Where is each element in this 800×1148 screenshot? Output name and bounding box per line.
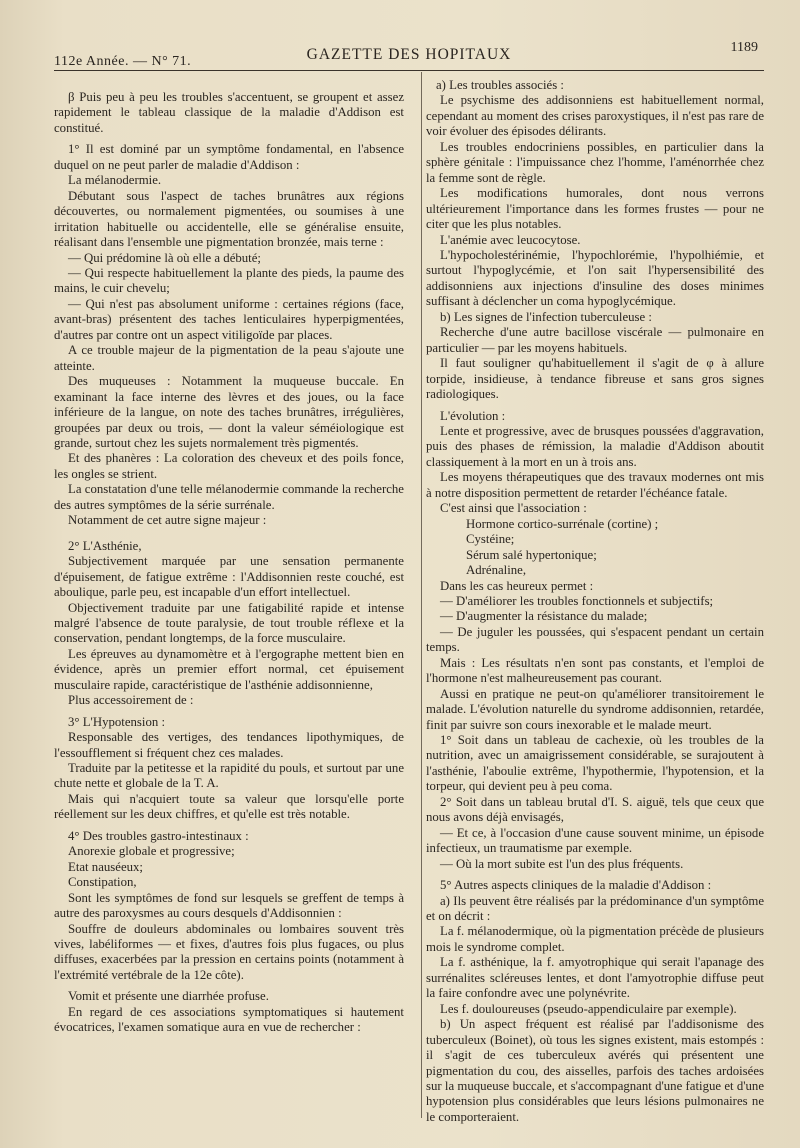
paragraph: Objectivement traduite par une fatigabilité rapide et intense malgré l'absence de toute paralysie, de tout trouble réflexe et la conservation, pendant longtemps, de la force musculaire. (54, 600, 404, 646)
paragraph: Mais : Les résultats n'en sont pas constants, et l'emploi de l'hormone n'est malheureusement pas courant. (426, 655, 764, 686)
list-item: Cystéine; (466, 532, 515, 547)
paragraph: Subjectivement marquée par une sensation permanente d'épuisement, de fatigue extrême : l'Addisonnien reste couché, est aboulique, parle peu, est incapable d'un effort intellectuel. (54, 554, 404, 600)
paragraph: Recherche d'une autre bacillose viscérale — pulmonaire en particulier — par les moyens habituels. (426, 325, 764, 355)
journal-title: GAZETTE DES HOPITAUX (306, 46, 512, 63)
paragraph: Les modifications humorales, dont nous verrons ultérieurement l'importance dans les formes frustes — pour ne citer que les plus notables. (426, 186, 764, 232)
paragraph: Notamment de cet autre signe majeur : (68, 513, 267, 528)
paragraph: Débutant sous l'aspect de taches brunâtres aux régions découvertes, ou normalement pigmentées, ou soumises à une irritation habituelle ou accidentelle, elle se généralise ensuite, réalisant dans l'ensemble une pigmentation bronzée, mais terne : (54, 188, 404, 250)
paragraph: Le psychisme des addisonniens est habituellement normal, cependant au moment des crises paroxystiques, il n'est pas rare de voir évoluer des épisodes délirants. (426, 93, 764, 139)
paragraph: Souffre de douleurs abdominales ou lombaires souvent très vives, labéliformes — et fixes, d'autres fois plus fugaces, ou plus diffuses, exacerbées par la pression en certains points (notamment à l'extrémité vertébrale de la 12e côte). (54, 921, 404, 982)
paragraph: La mélanodermie. (68, 173, 162, 188)
paragraph: Et des phanères : La coloration des cheveux et des poils fonce, les ongles se strient. (54, 451, 404, 481)
list-item: Constipation, (68, 875, 137, 890)
list-item: — De juguler les poussées, qui s'espacent pendant un certain temps. (426, 624, 764, 655)
list-item: Adrénaline, (466, 563, 527, 578)
paragraph: Mais qui n'acquiert toute sa valeur que lorsqu'elle porte réellement sur les deux chiffres, et qu'elle est très notable. (54, 791, 404, 822)
paragraph: Les troubles endocriniens possibles, en particulier dans la sphère génitale : l'impuissance chez l'homme, l'aménorrhée chez la femme sont de règle. (426, 139, 764, 185)
list-item: — D'augmenter la résistance du malade; (440, 609, 648, 624)
page-number: 1189 (730, 40, 758, 55)
paragraph: La f. asthénique, la f. amyotrophique qui serait l'apanage des surrénalites scléreuses lentes, et dont l'amyotrophie diffuse peut la faire confondre avec une polynévrite. (426, 955, 764, 1001)
paragraph: L'hypocholestérinémie, l'hypochlorémie, l'hypolhiémie, et surtout l'hypoglycémie, et l'on sait l'hypersensibilité des addisonniens aux injections d'insuline des doses minimes suffisant à déclencher un coma hypoglycémique. (426, 247, 764, 309)
section-heading: 2° L'Asthénie, (68, 538, 142, 553)
issue-info: 112e Année. — N° 71. (54, 54, 192, 69)
paragraph: a) Ils peuvent être réalisés par la prédominance d'un symptôme et on décrit : (426, 893, 764, 924)
list-item: — Où la mort subite est l'un des plus fréquents. (440, 856, 684, 871)
list-item: Hormone cortico-surrénale (cortine) ; (466, 516, 659, 531)
list-item: Etat nauséeux; (68, 859, 143, 874)
paragraph: Dans les cas heureux permet : (440, 578, 594, 593)
list-item: — Qui respecte habituellement la plante des pieds, la paume des mains, le cuir chevelu; (54, 265, 404, 296)
paragraph: Plus accessoirement de : (68, 693, 194, 708)
paragraph: Les f. douloureuses (pseudo-appendiculaire par exemple). (440, 1001, 737, 1016)
paragraph: Les épreuves au dynamomètre et à l'ergographe mettent bien en évidence, après un premier effort normal, cet épuisement musculaire rapide, caractéristique de l'asthénie addisonnienne, (54, 646, 404, 692)
list-item: — D'améliorer les troubles fonctionnels et subjectifs; (440, 593, 714, 608)
paragraph: La f. mélanodermique, où la pigmentation précède de plusieurs mois le syndrome complet. (426, 924, 764, 954)
page-header (54, 40, 764, 71)
paragraph: Les moyens thérapeutiques que des travaux modernes ont mis à notre disposition permettent de retarder l'échéance fatale. (426, 470, 764, 500)
section-heading: 4° Des troubles gastro-intestinaux : (68, 828, 249, 843)
left-column (54, 78, 404, 1128)
paragraph: Lente et progressive, avec de brusques poussées d'aggravation, puis des phases de rémission, la maladie d'Addison aboutit classiquement à la mort en un à trois ans. (426, 423, 764, 469)
section-heading: 5° Autres aspects cliniques de la maladie d'Addison : (440, 878, 712, 893)
section-heading: 3° L'Hypotension : (68, 714, 165, 729)
paragraph: A ce trouble majeur de la pigmentation de la peau s'ajoute une atteinte. (54, 343, 404, 373)
paragraph: Il faut souligner qu'habituellement il s'agit de φ à allure torpide, insidieuse, à tendance fibreuse et sans gros signes radiologiques. (426, 356, 764, 402)
list-item: Sérum salé hypertonique; (466, 547, 597, 562)
paragraph: 1° Soit dans un tableau de cachexie, où les troubles de la nutrition, avec un amaigrissement considérable, se surajoutent à l'asthénie, l'aboulie extrême, l'hypothermie, l'hypotension, et la torpeur, qui devient peu à peu coma. (426, 733, 764, 794)
right-column (426, 78, 764, 1128)
section-heading: b) Les signes de l'infection tuberculeuse : (440, 309, 652, 324)
paragraph: Sont les symptômes de fond sur lesquels se greffent de temps à autre des paroxysmes au cours desquels d'Addisonnien : (54, 890, 404, 921)
column-divider (421, 72, 422, 1118)
list-item: Anorexie globale et progressive; (68, 844, 235, 859)
paragraph: Vomit et présente une diarrhée profuse. (68, 989, 269, 1004)
list-item: — Qui prédomine là où elle a débuté; (68, 250, 261, 265)
paragraph: En regard de ces associations symptomatiques si hautement évocatrices, l'examen somatique aura en vue de rechercher : (54, 1004, 404, 1035)
list-item: — Qui n'est pas absolument uniforme : certaines régions (face, avant-bras) présentent des taches lenticulaires hyperpigmentées, d'autres par contre ont un aspect vitiligoïde par places. (54, 296, 404, 342)
paragraph: L'anémie avec leucocytose. (440, 232, 581, 247)
paragraph: Des muqueuses : Notamment la muqueuse buccale. En examinant la face interne des lèvres et des joues, ou la face inférieure de la langue, on note des taches brunâtres, irrégulières, groupées par deux ou trois, — dont la valeur séméiologique est grande, surtout chez les sujets normalement très pigmentés. (54, 374, 404, 450)
paragraph: b) Un aspect fréquent est réalisé par l'addisonisme des tuberculeux (Boinet), où tous les signes existent, mais estompés : il s'agit de ces tuberculeux avérés qui présentent une pigmentation du cou, des aisselles, parfois des taches ardoisées sur la muqueuse buccale, et s'accompagnant d'une fatigue et d'une hypotension plus considérables que leurs lésions pulmonaires ne le comporteraient. (426, 1017, 764, 1124)
paragraph: Traduite par la petitesse et la rapidité du pouls, et surtout par une chute nette et globale de la T. A. (54, 761, 404, 791)
paragraph: β Puis peu à peu les troubles s'accentuent, se groupent et assez rapidement le tableau classique de la maladie d'Addison est constitué. (54, 90, 404, 135)
section-heading: a) Les troubles associés : (436, 78, 564, 92)
paragraph: Responsable des vertiges, des tendances lipothymiques, de l'essoufflement si fréquent chez ces malades. (54, 730, 404, 760)
section-heading: L'évolution : (440, 408, 506, 423)
paragraph: 1° Il est dominé par un symptôme fondamental, en l'absence duquel on ne peut parler de maladie d'Addison : (54, 142, 404, 172)
paragraph: Aussi en pratique ne peut-on qu'améliorer transitoirement le malade. L'évolution naturelle du syndrome addisonnien, retardée, finit par suivre son cours inexorable et le malade meurt. (426, 686, 764, 732)
list-item: — Et ce, à l'occasion d'une cause souvent minime, un épisode infectieux, un traumatisme par exemple. (426, 825, 764, 856)
paragraph: La constatation d'une telle mélanodermie commande la recherche des autres symptômes de la série surrénale. (54, 482, 404, 512)
paragraph: C'est ainsi que l'association : (440, 501, 587, 516)
paragraph: 2° Soit dans un tableau brutal d'I. S. aiguë, tels que ceux que nous avons déjà envisagés, (426, 794, 764, 825)
